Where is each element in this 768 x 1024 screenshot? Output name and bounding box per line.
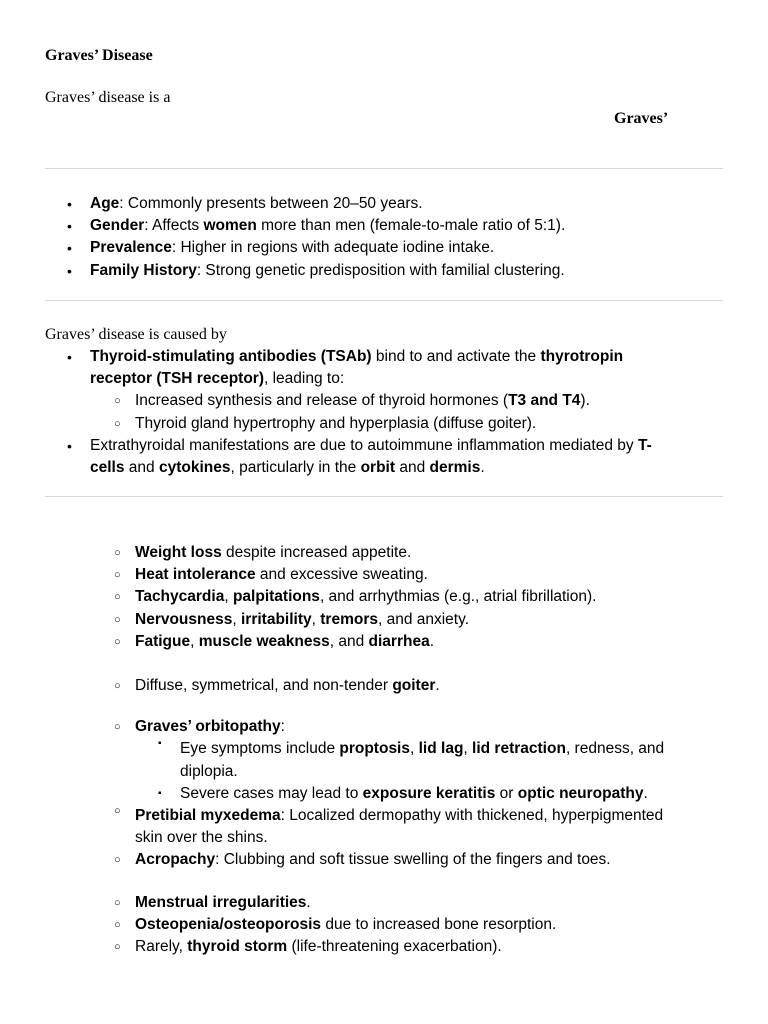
symptoms-list [114, 542, 735, 958]
list-item: • Age: Commonly presents between 20–50 years. [90, 193, 730, 215]
list-item: ○ Nervousness, irritability, tremors, and anxiety. [135, 609, 735, 631]
list-item: ○ Weight loss despite increased appetite. [135, 542, 735, 564]
bullet-icon: • [67, 349, 72, 365]
list-item: ○ Fatigue, muscle weakness, and diarrhea. [135, 631, 735, 653]
list-item: ○ Rarely, thyroid storm (life-threatening exacerbation). [135, 936, 735, 958]
list-item: ○ Graves’ orbitopathy: ▪ Eye symptoms include proptosis, lid lag, lid retraction, redness, and diplopia. ▪ Severe cases may lead to exposure keratitis or optic neuropathy. [135, 716, 735, 805]
divider [45, 300, 723, 301]
circle-bullet-icon: ○ [114, 721, 121, 734]
list-item: ▪ Eye symptoms include proptosis, lid lag, lid retraction, redness, and diplopia. [158, 738, 665, 780]
circle-bullet-icon: ○ [114, 635, 121, 648]
circle-bullet-icon: ○ [114, 547, 121, 559]
list-item: ▪ Severe cases may lead to exposure keratitis or optic neuropathy. [180, 783, 735, 805]
circle-bullet-icon: ○ [114, 941, 121, 954]
square-bullet-icon: ▪ [158, 738, 162, 750]
circle-bullet-icon: ○ [114, 854, 121, 867]
bullet-icon: • [67, 262, 72, 279]
list-item: ○ Menstrual irregularities. [135, 892, 735, 914]
circle-bullet-icon: ○ [114, 896, 121, 909]
sub-list [135, 738, 735, 805]
list-item: • Family History: Strong genetic predisposition with familial clustering. [90, 260, 730, 282]
divider [45, 496, 723, 497]
list-item: ○ Heat intolerance and excessive sweating. [135, 564, 735, 586]
list-item: ○ Osteopenia/osteoporosis due to increased bone resorption. [135, 914, 735, 936]
circle-bullet-icon: ○ [114, 569, 121, 582]
circle-bullet-icon: ○ [114, 613, 121, 626]
list-item: ○ Increased synthesis and release of thyroid hormones (T3 and T4). [135, 390, 730, 412]
list-item: • Prevalence: Higher in regions with adequate iodine intake. [90, 237, 730, 259]
sub-list [90, 390, 730, 434]
list-item: ○ Thyroid gland hypertrophy and hyperplasia (diffuse goiter). [135, 413, 730, 435]
circle-bullet-icon: ○ [114, 417, 121, 430]
circle-bullet-icon: ○ [114, 918, 121, 931]
list-item: • Extrathyroidal manifestations are due to autoimmune inflammation mediated by T- cells and cytokines, particularly in the orbit and dermis. [67, 436, 652, 477]
bullet-icon: • [67, 240, 72, 257]
list-item: • Thyroid-stimulating antibodies (TSAb) bind to and activate the thyrotropin receptor (TSH receptor), leading to: ○ Increased synthesis and release of thyroid hormones (T3 and T4). ○ Thyroid gland hypertrophy and hyperplasia (diffuse goiter). [90, 346, 730, 435]
square-bullet-icon: ▪ [158, 787, 162, 799]
list-item: • Gender: Affects women more than men (female-to-male ratio of 5:1). [90, 215, 730, 237]
cause-list [67, 346, 730, 479]
circle-bullet-icon: ○ [114, 395, 121, 408]
bullet-icon: • [67, 437, 72, 454]
bullet-icon: • [67, 218, 72, 235]
list-item: ○ Tachycardia, palpitations, and arrhythmias (e.g., atrial fibrillation). [135, 586, 735, 608]
intro-text: Graves’ disease is a [45, 89, 171, 106]
list-item: ○ Diffuse, symmetrical, and non-tender goiter. [135, 675, 735, 697]
demographics-list [67, 193, 730, 282]
cause-intro-text: Graves’ disease is caused by [45, 326, 227, 343]
bullet-icon: • [67, 196, 72, 212]
list-item: ○ Pretibial myxedema: Localized dermopathy with thickened, hyperpigmented skin over the shins. [114, 805, 664, 847]
document-title: Graves’ Disease [45, 47, 153, 64]
intro-right-text: Graves’ [614, 110, 669, 127]
circle-bullet-icon: ○ [114, 805, 121, 818]
circle-bullet-icon: ○ [114, 680, 121, 693]
list-item: ○ Acropachy: Clubbing and soft tissue swelling of the fingers and toes. [135, 849, 735, 871]
circle-bullet-icon: ○ [114, 591, 121, 604]
divider [45, 168, 723, 169]
